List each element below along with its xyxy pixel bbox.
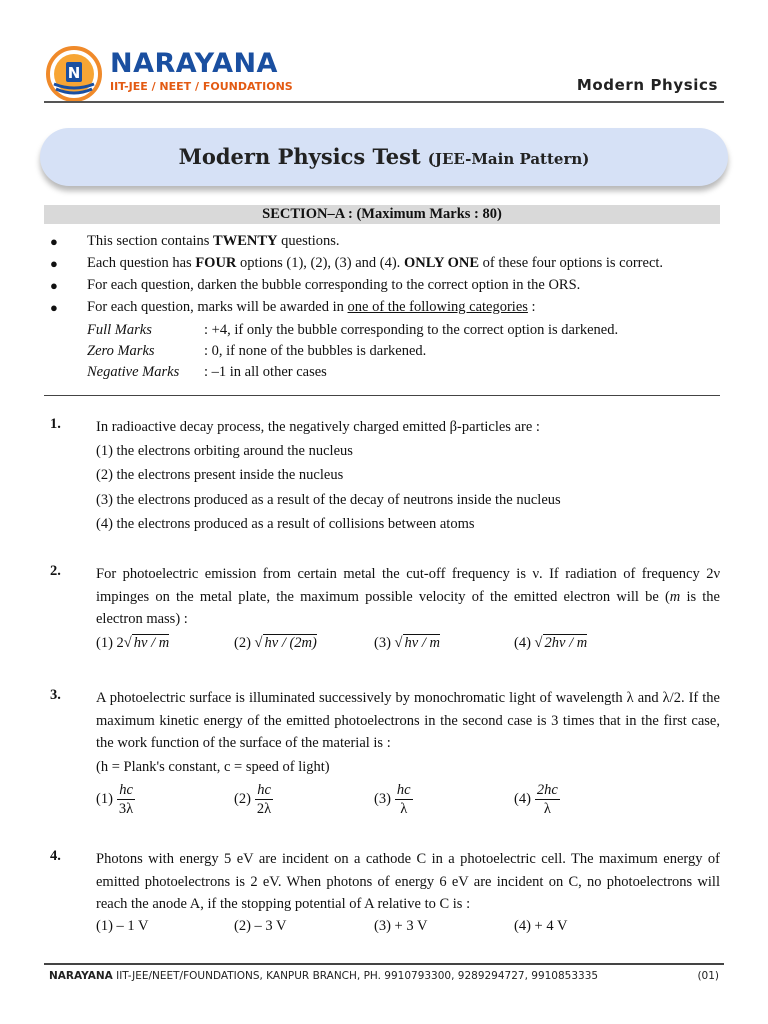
fraction-denominator: 2λ (256, 801, 272, 817)
question-variable: m (669, 588, 681, 605)
instruction-emphasis: FOUR (195, 255, 237, 271)
question-4 (44, 848, 720, 944)
option-fraction (395, 781, 413, 818)
instruction-text: This section contains (87, 233, 214, 249)
option-label: (3) (374, 634, 395, 651)
brand-name: NARAYANA (110, 48, 278, 79)
page-number: (01) (697, 970, 719, 982)
instruction-text: : (527, 299, 536, 315)
instruction-text: options (1), (2), (3) and (4). (236, 255, 404, 271)
option-label: (4) (514, 634, 535, 651)
question-text (96, 563, 720, 631)
question-options (96, 781, 720, 825)
bullet-icon: ● (50, 300, 58, 315)
option-fraction (255, 781, 273, 818)
instruction-item (44, 276, 720, 295)
narayana-emblem-icon (44, 44, 106, 102)
question-options (96, 635, 720, 661)
option-label: (1) 2 (96, 634, 124, 651)
question-option: (2) √ hν / (2m) (234, 634, 317, 651)
marks-desc: : +4, if only the bubble corresponding to the correct option is darkened. (204, 322, 619, 338)
marks-desc: : –1 in all other cases (204, 364, 327, 380)
question-2 (44, 563, 720, 661)
question-option: (3) the electrons produced as a result of the decay of neutrons inside the nucleus (96, 491, 561, 508)
bullet-icon: ● (50, 234, 58, 249)
section-heading: SECTION–A : (Maximum Marks : 80) (44, 205, 720, 224)
question-number: 2. (50, 563, 61, 579)
question-option: (1) the electrons orbiting around the nucleus (96, 442, 353, 459)
marks-zero (44, 341, 720, 362)
instruction-item (44, 254, 720, 273)
bullet-icon: ● (50, 278, 58, 293)
question-option: (4) √ 2hν / m (514, 634, 588, 651)
question-option: (2) the electrons present inside the nucleus (96, 467, 344, 483)
header-divider (44, 101, 724, 103)
option-label: (1) (96, 790, 113, 807)
question-1 (44, 416, 720, 537)
instruction-text: For each question, marks will be awarded in (87, 299, 348, 315)
marks-desc: : 0, if none of the bubbles is darkened. (204, 343, 427, 359)
fraction-denominator: λ (400, 801, 408, 817)
question-text: Photons with energy 5 eV are incident on a cathode C in a photoelectric cell. The maximum energy of emitted photoelectrons is 2 eV. When photons of energy 6 eV are incident on C, no photoelectrons will reach the anode A, if the stopping potential of A relative to C is : (96, 851, 720, 912)
footer-divider (44, 963, 724, 965)
option-fraction (117, 781, 135, 818)
question-text-part: For photoelectric emission from certain metal the cut-off frequency is ν. If radiation of frequency 2ν impinges on the metal plate, the maximum possible velocity of the emitted electron will be ( (96, 566, 720, 605)
question-option (234, 781, 273, 818)
fraction-numerator: hc (255, 781, 273, 800)
question-option (374, 781, 413, 818)
fraction-denominator: λ (543, 801, 551, 817)
question-option (514, 781, 560, 818)
footer-text: IIT-JEE/NEET/FOUNDATIONS, KANPUR BRANCH, PH. 9910793300, 9289294727, 9910853335 (112, 970, 599, 982)
marks-full (44, 320, 720, 341)
footer (49, 970, 719, 982)
instruction-item (44, 298, 720, 317)
option-fraction (535, 781, 560, 818)
instructions-divider (44, 395, 720, 396)
option-label: (4) (514, 790, 531, 807)
question-option: (2) – 3 V (234, 917, 287, 934)
question-note: (h = Plank's constant, c = speed of light) (96, 758, 330, 775)
question-option: (1) – 1 V (96, 917, 149, 934)
question-number: 4. (50, 848, 61, 864)
header-topic: Modern Physics (576, 76, 718, 94)
question-number: 1. (50, 416, 61, 432)
option-label: (2) (234, 634, 255, 651)
question-option: (4) + 4 V (514, 917, 568, 934)
instructions (44, 232, 720, 383)
bullet-icon: ● (50, 256, 58, 271)
title-banner (40, 128, 728, 186)
question-option: (3) + 3 V (374, 917, 428, 934)
option-radicand: 2hν / m (544, 634, 588, 651)
question-number: 3. (50, 687, 61, 703)
option-radicand: hν / (2m) (264, 634, 317, 651)
instruction-text: Each question has (87, 255, 196, 271)
svg-text:N: N (67, 64, 81, 82)
question-text: In radioactive decay process, the negatively charged emitted β-particles are : (96, 419, 540, 435)
instruction-emphasis: ONLY ONE (403, 255, 480, 271)
question-3 (44, 687, 720, 825)
question-option: (4) the electrons produced as a result of collisions between atoms (96, 516, 475, 532)
narayana-logo (44, 44, 293, 102)
page-title: Modern Physics Test (178, 144, 421, 169)
option-label: (3) (374, 790, 391, 807)
question-option: (3) √ hν / m (374, 634, 440, 651)
instruction-text: of these four options is correct. (479, 255, 664, 271)
marks-label: Negative Marks (87, 364, 180, 380)
option-label: (2) (234, 790, 251, 807)
question-option: (1) 2√ hν / m (96, 634, 170, 651)
instruction-text: For each question, darken the bubble corresponding to the correct option in the ORS. (87, 277, 581, 293)
option-radicand: hν / m (404, 634, 440, 651)
question-option (96, 781, 135, 818)
instruction-emphasis: TWENTY (213, 233, 278, 249)
fraction-numerator: 2hc (536, 782, 558, 798)
marks-negative (44, 362, 720, 383)
instruction-underlined: one of the following categories (347, 299, 528, 315)
marks-label: Zero Marks (87, 343, 155, 359)
footer-brand: NARAYANA (49, 970, 113, 982)
marks-label: Full Marks (87, 322, 152, 338)
brand-tagline: IIT-JEE / NEET / FOUNDATIONS (110, 80, 293, 93)
question-text-part: is the electron mass) : (96, 588, 720, 627)
fraction-denominator: 3λ (118, 801, 134, 817)
option-radicand: hν / m (133, 634, 170, 651)
fraction-numerator: hc (396, 782, 411, 798)
question-options (96, 918, 720, 944)
instruction-text: questions. (277, 233, 340, 249)
fraction-numerator: hc (117, 781, 135, 800)
instruction-item (44, 232, 720, 251)
question-text: A photoelectric surface is illuminated successively by monochromatic light of wavelength λ and λ/2. If the maximum kinetic energy of the emitted photoelectrons in the second case is 3 times that in the first case, the work function of the surface of the material is : (96, 690, 720, 751)
page-subtitle: (JEE-Main Pattern) (427, 150, 590, 168)
